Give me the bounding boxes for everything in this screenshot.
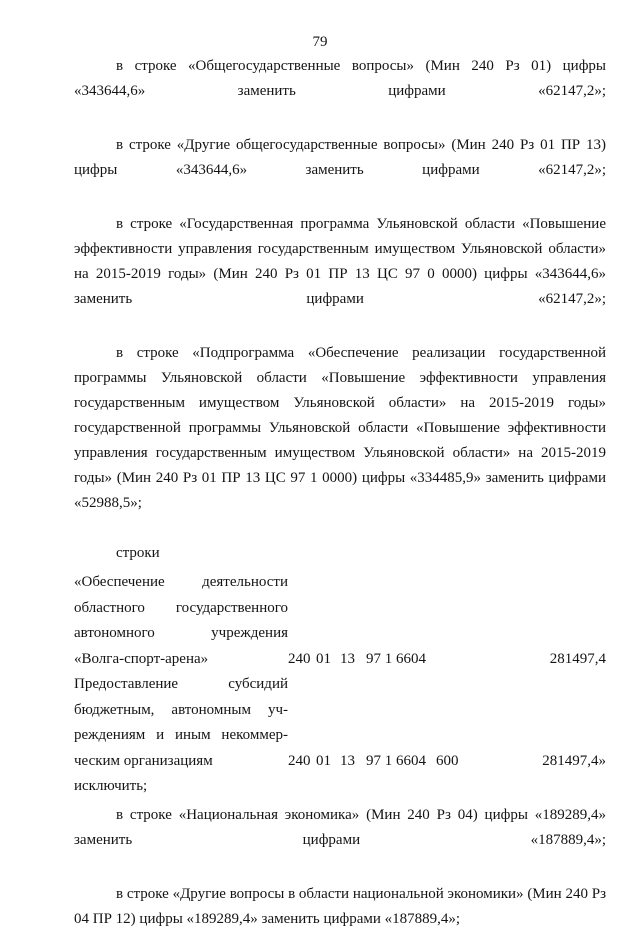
- row-name: Предоставление субсидий бюджетным, автономным уч- реждениям и иным некоммер- ческим организациям: [74, 676, 288, 769]
- table-row: [74, 672, 606, 774]
- row-cs-code: 97 1 6604: [366, 752, 426, 769]
- budget-rows-table: [74, 570, 606, 774]
- row-min-code: 240: [288, 752, 311, 769]
- paragraph-state-program: в строке «Государственная программа Ульяновской области «Повышение эффективности управления государственным имуществом Ульяновской области» на 2015-2019 годы» (Мин 240 Рз 01 ПР 13 ЦС 97 0 0000) цифры «343644,6» заменить цифрами «62147,2»;: [74, 216, 606, 307]
- exclude-text: исключить;: [74, 778, 148, 794]
- document-body: [74, 54, 606, 936]
- row-rz-code: 01: [316, 752, 331, 769]
- row-min-code: 240: [288, 650, 311, 667]
- row-vr-code: [436, 570, 466, 672]
- paragraph-general-questions: в строке «Общегосударственные вопросы» (Мин 240 Рз 01) цифры «343644,6» заменить цифрами «62147,2»;: [74, 58, 606, 99]
- row-sum: 281497,4: [549, 650, 606, 667]
- row-sum: 281497,4»: [542, 752, 606, 769]
- paragraph-national-economy: в строке «Национальная экономика» (Мин 240 Рз 04) цифры «189289,4» заменить цифрами «187889,4»;: [74, 807, 606, 848]
- rows-label: строки: [116, 545, 160, 561]
- paragraph-other-national-economy: в строке «Другие вопросы в области национальной экономики» (Мин 240 Рз 04 ПР 12) цифры «189289,4» заменить цифрами «187889,4»;: [74, 886, 606, 927]
- row-pr-code: 13: [340, 650, 355, 667]
- row-pr-code: 13: [340, 752, 355, 769]
- row-name: «Обеспечение деятельности областного государственного автономного учреждения «Волга-спорт-арена»: [74, 574, 288, 667]
- paragraph-other-general-questions: в строке «Другие общегосударственные вопросы» (Мин 240 Рз 01 ПР 13) цифры «343644,6» заменить цифрами «62147,2»;: [74, 137, 606, 178]
- paragraph-subprogram: в строке «Подпрограмма «Обеспечение реализации государственной программы Ульяновской области «Повышение эффективности управления государственным имуществом Ульяновской области» на 2015-2019 годы» государственной программы Ульяновской области «Повышение эффективности управления государственным имуществом Ульяновской области» на 2015-2019 годы» (Мин 240 Рз 01 ПР 13 ЦС 97 1 0000) цифры «334485,9» заменить цифрами «52988,5»;: [74, 345, 606, 511]
- row-vr-code: 600: [436, 752, 459, 769]
- row-rz-code: 01: [316, 650, 331, 667]
- page-number: 79: [312, 34, 328, 50]
- table-row: [74, 570, 606, 672]
- row-cs-code: 97 1 6604: [366, 650, 426, 667]
